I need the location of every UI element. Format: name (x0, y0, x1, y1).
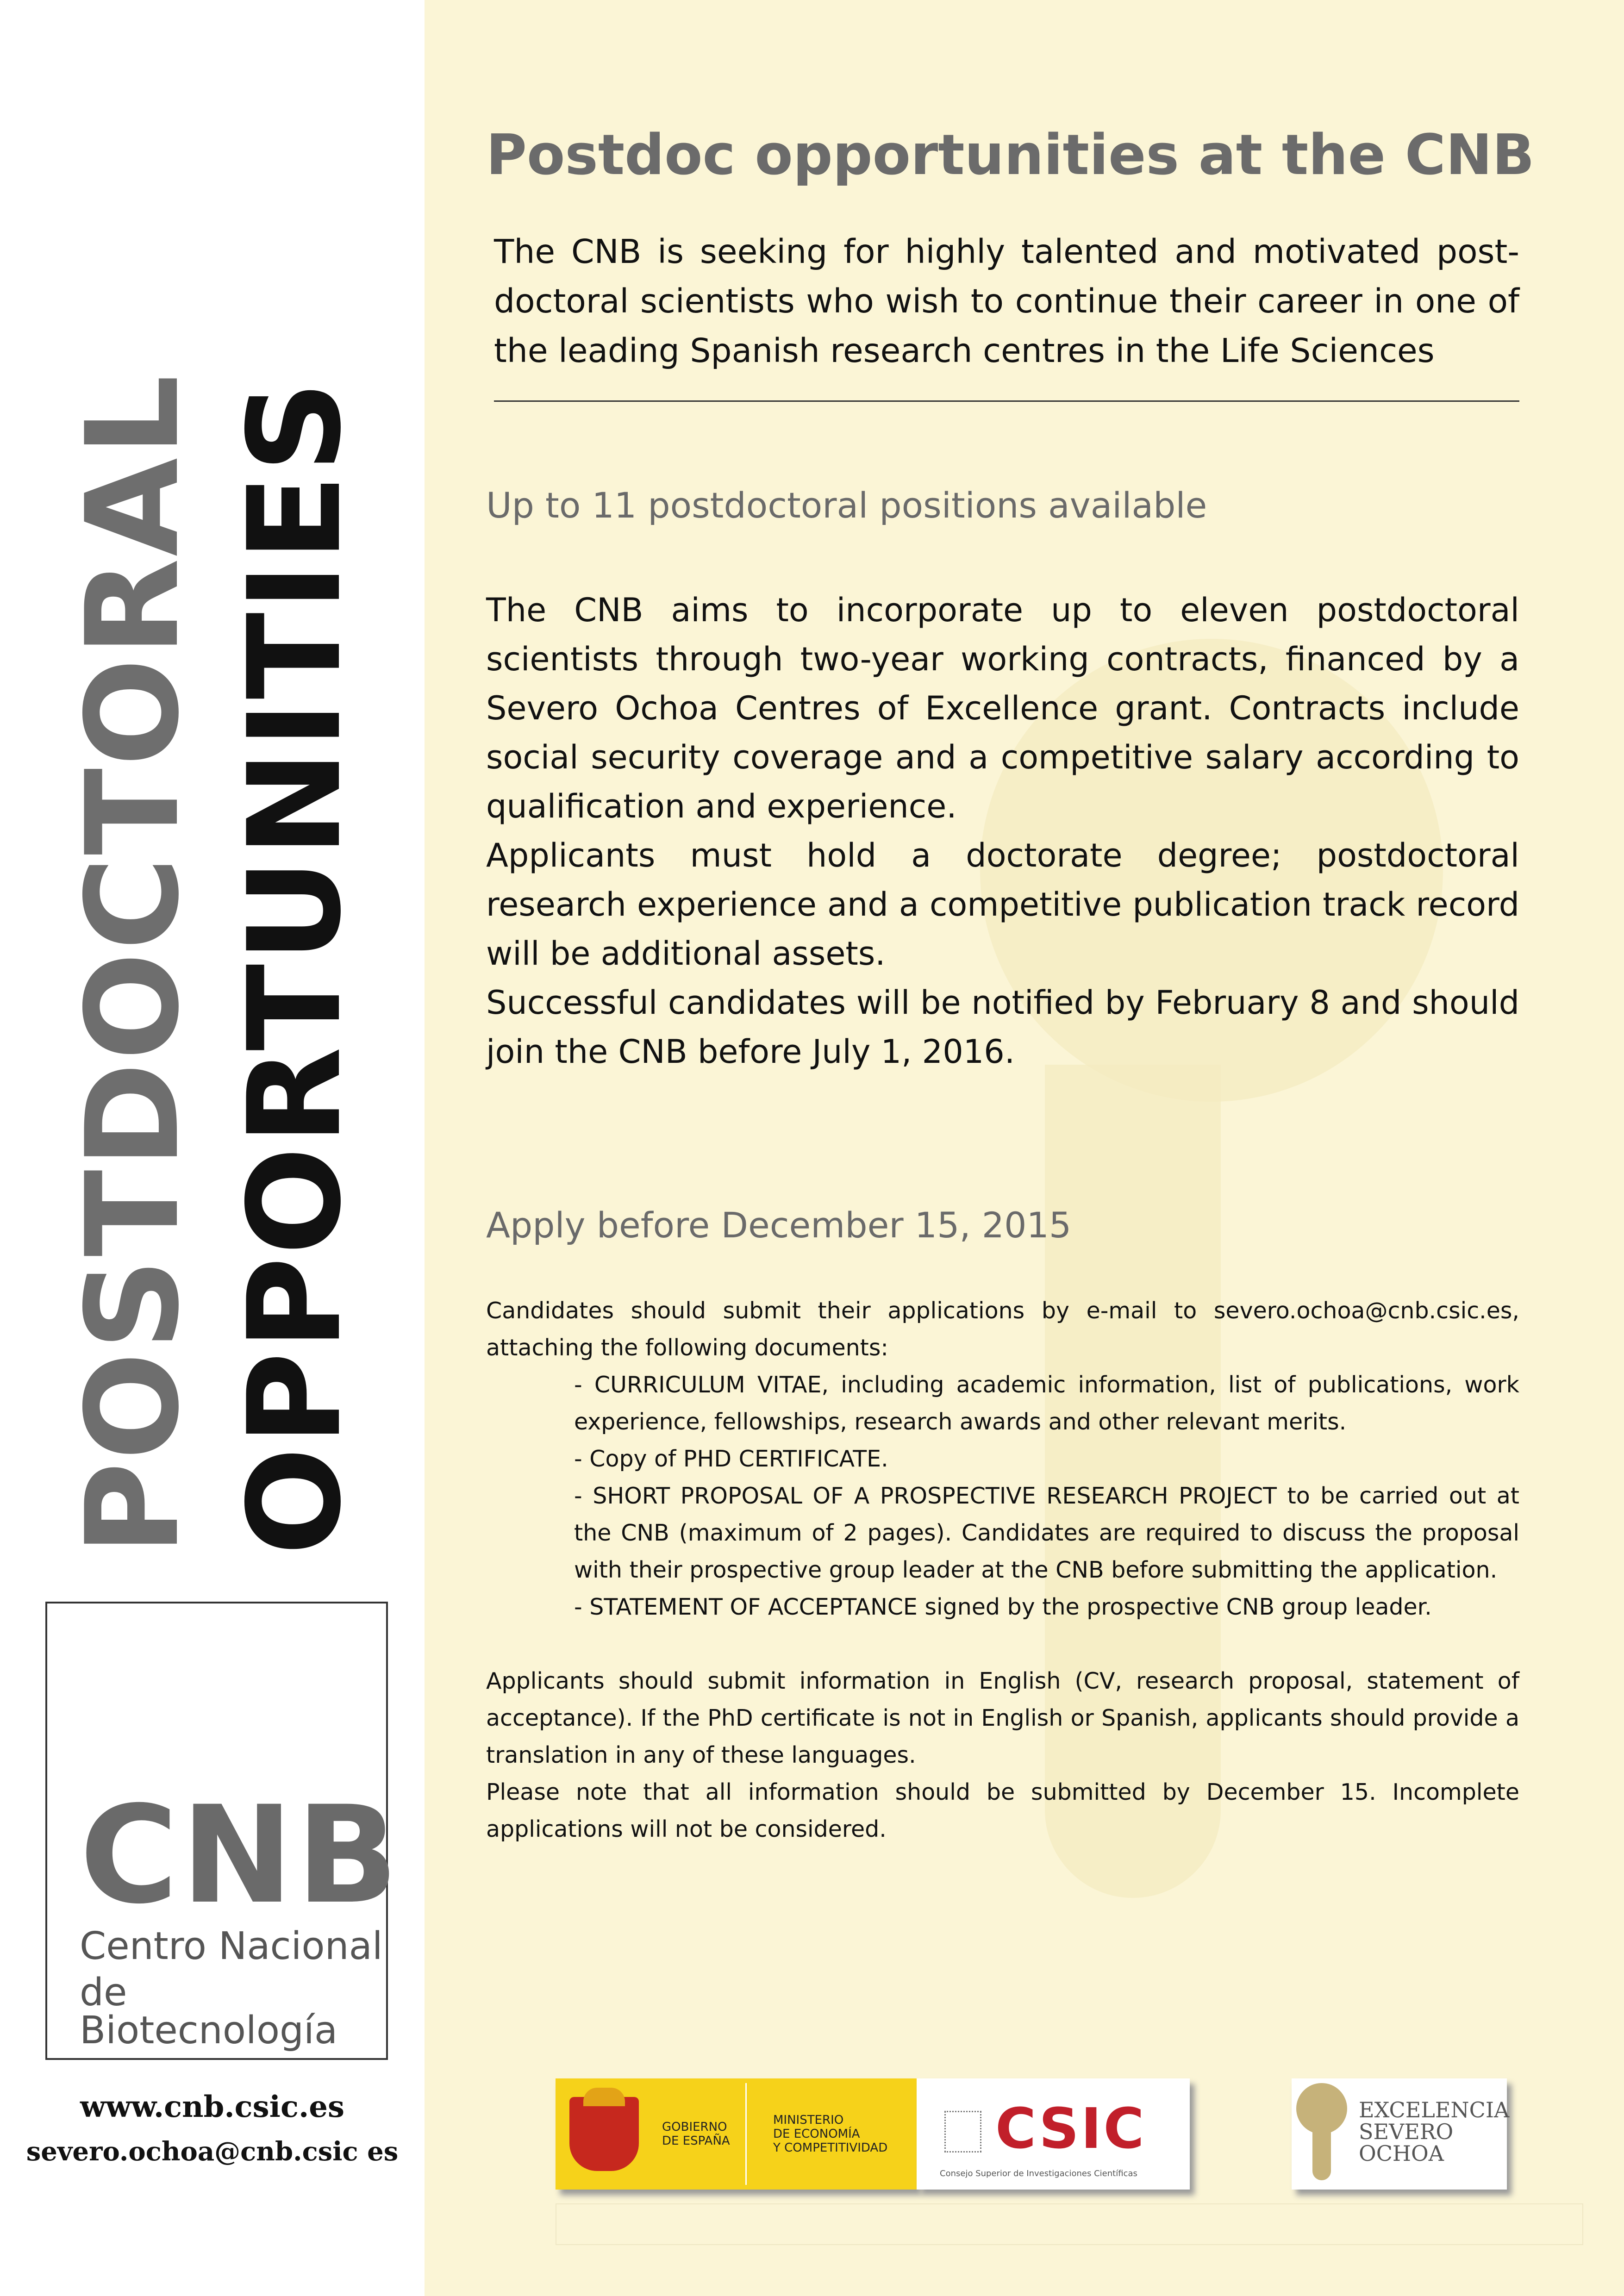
csic-subtitle: Consejo Superior de Investigaciones Científicas (940, 2169, 1137, 2178)
page-title: Postdoc opportunities at the CNB (486, 123, 1535, 187)
document-item: - SHORT PROPOSAL OF A PROSPECTIVE RESEARCH PROJECT to be carried out at the CNB (maximum of 2 pages). Candidates are required to discuss the proposal with their prospective group leader at the CNB before submitting the application. (574, 1483, 1519, 1583)
positions-paragraph: Applicants must hold a doctorate degree; postdoctoral research experience and a competitive publication track record will be additional assets. (486, 836, 1519, 973)
coat-of-arms-icon (569, 2097, 639, 2171)
footer-frame (556, 2203, 1583, 2245)
ministerio-text: MINISTERIO DE ECONOMÍA Y COMPETITIVIDAD (773, 2113, 888, 2155)
excelencia-stem-icon (1312, 2129, 1331, 2180)
website-link[interactable]: www.cnb.csic.es (80, 2090, 344, 2124)
cnb-logo-line1: Centro Nacional (80, 1924, 383, 1968)
logo-divider (745, 2083, 747, 2185)
cnb-logo (45, 1602, 401, 2060)
csic-logo (917, 2078, 1190, 2190)
vertical-title-opportunities: OPPORTUNITIES (221, 379, 369, 1555)
csic-mark-icon (944, 2111, 981, 2152)
crown-icon (583, 2088, 625, 2106)
document-item: - STATEMENT OF ACCEPTANCE signed by the prospective CNB group leader. (574, 1594, 1432, 1620)
intro-text: The CNB is seeking for highly talented and motivated post-doctoral scientists who wish to continue their career in one of the leading Spanish research centres in the Life Sciences (494, 232, 1519, 370)
excelencia-dot-icon (1296, 2083, 1347, 2134)
gobierno-text: GOBIERNO DE ESPAÑA (662, 2120, 730, 2148)
deadline-note: Please note that all information should be submitted by December 15. Incomplete applications will not be considered. (486, 1779, 1519, 1842)
email-link[interactable]: severo.ochoa@cnb.csic es (26, 2136, 399, 2167)
document-item: - Copy of PHD CERTIFICATE. (574, 1446, 888, 1472)
cnb-logo-line2: de Biotecnología (80, 1971, 338, 2053)
excelencia-logo (1292, 2078, 1510, 2190)
cnb-logo-acronym: CNB (80, 1778, 401, 1934)
section-body-positions (486, 586, 1519, 1076)
language-note: Applicants should submit information in English (CV, research proposal, statement of acceptance). If the PhD certificate is not in English or Spanish, applicants should provide a translation in any of these languages. (486, 1668, 1519, 1768)
document-item: - CURRICULUM VITAE, including academic information, list of publications, work experience, fellowships, research awards and other relevant merits. (574, 1372, 1519, 1435)
section-body-apply (486, 1292, 1519, 1848)
sidebar (0, 0, 425, 2296)
section-heading-positions: Up to 11 postdoctoral positions available (486, 485, 1207, 526)
positions-paragraph: Successful candidates will be notified by February 8 and should join the CNB before July 1, 2016. (486, 984, 1519, 1071)
positions-paragraph: The CNB aims to incorporate up to eleven postdoctoral scientists through two-year working contracts, financed by a Severo Ochoa Centres of Excellence grant. Contracts include social security coverage and a competitive salary according to qualification and experience. (486, 591, 1519, 825)
section-heading-apply: Apply before December 15, 2015 (486, 1204, 1072, 1246)
spacer (486, 1626, 1519, 1663)
vertical-title-postdoctoral: POSTDOCTORAL (59, 373, 207, 1555)
divider (494, 400, 1519, 402)
apply-intro: Candidates should submit their applications by e-mail to severo.ochoa@cnb.csic.es, attaching the following documents: (486, 1298, 1519, 1361)
excelencia-text: EXCELENCIA SEVERO OCHOA (1359, 2097, 1510, 2166)
gobierno-logo (556, 2078, 917, 2190)
csic-text: CSIC (995, 2097, 1146, 2161)
